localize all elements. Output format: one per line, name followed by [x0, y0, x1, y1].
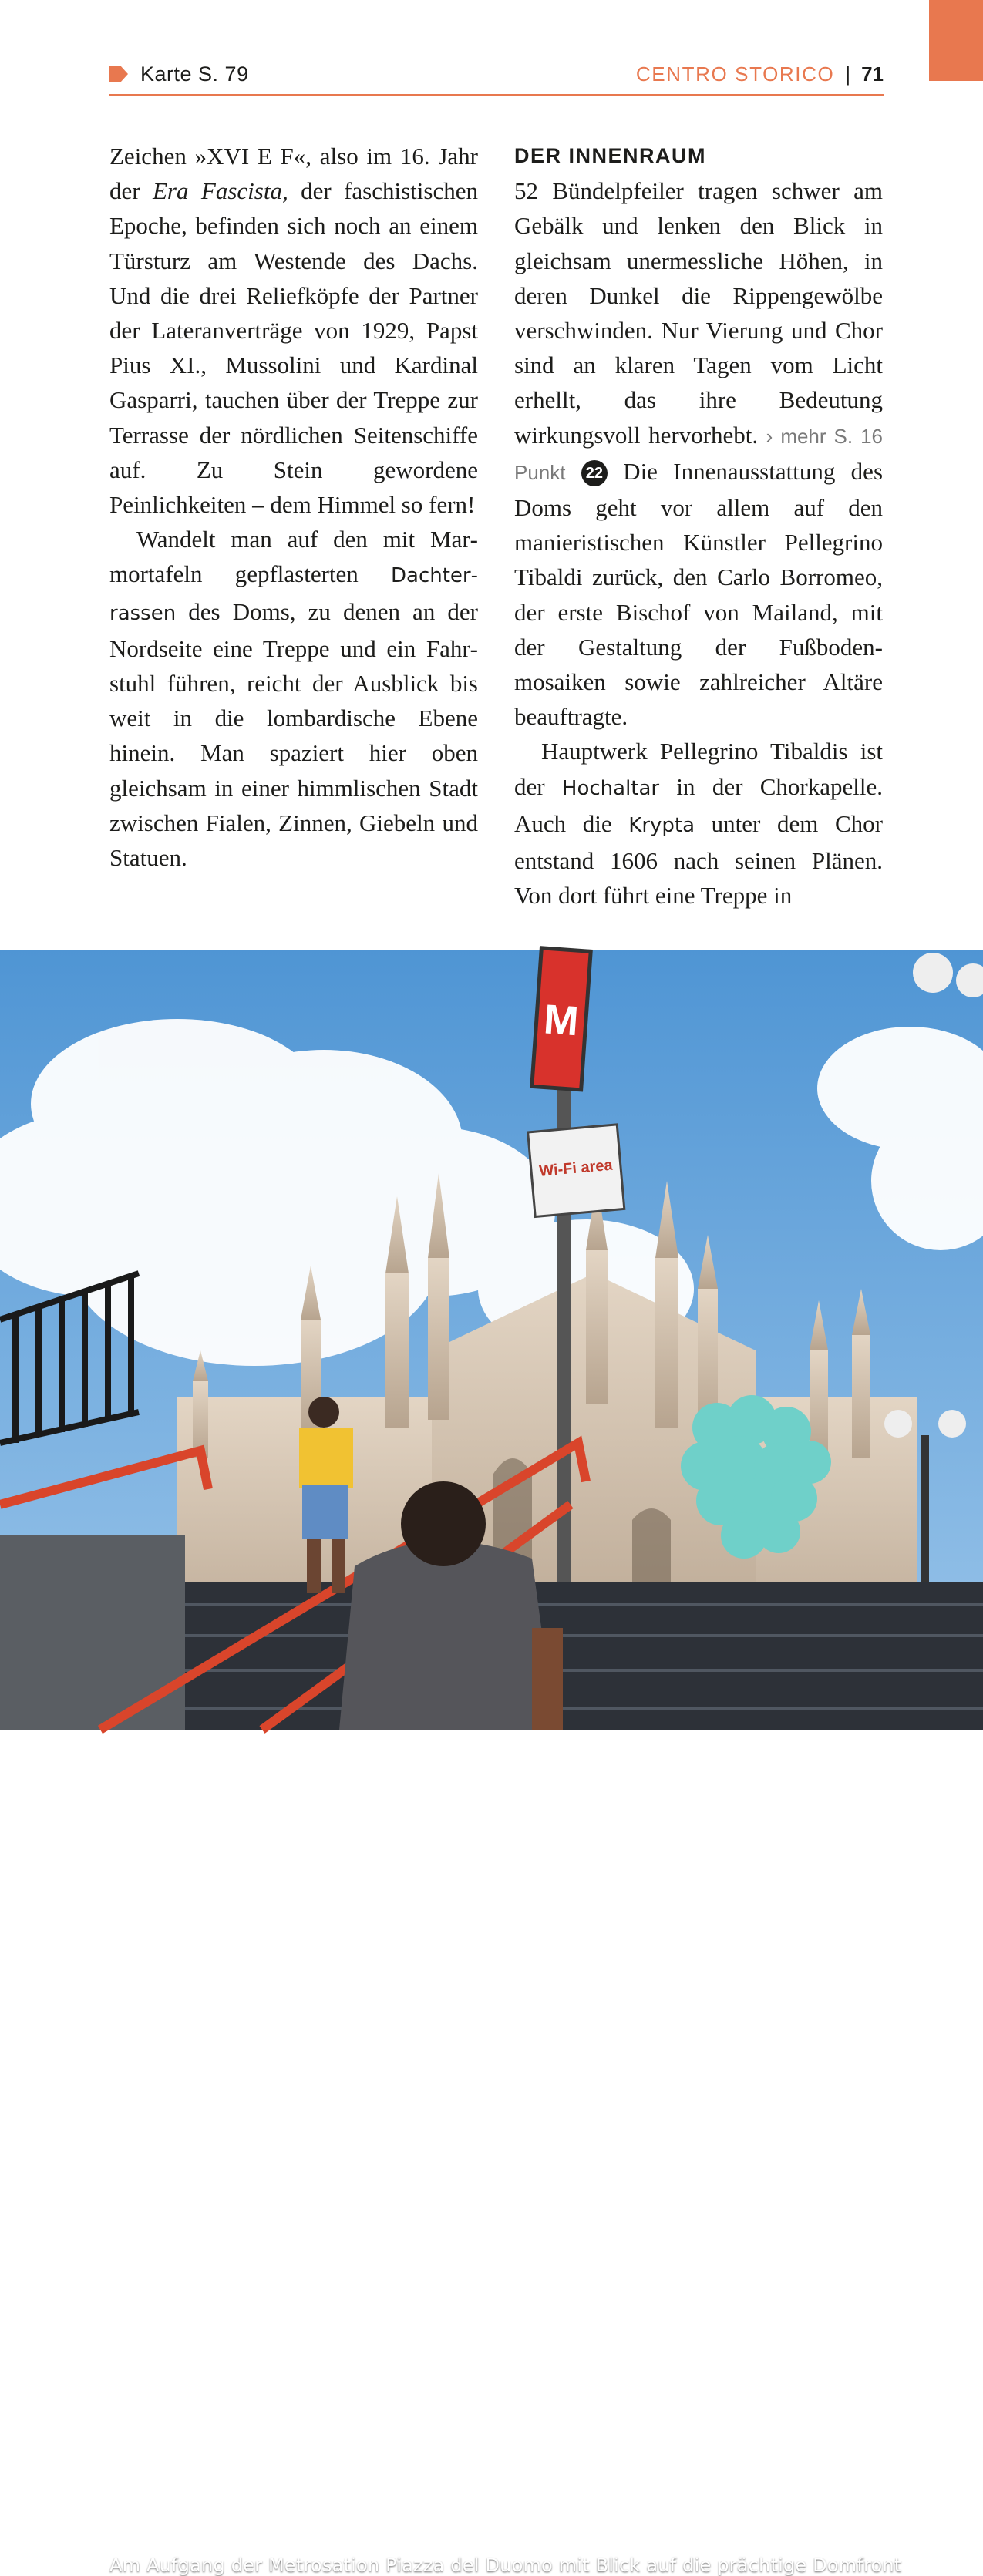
- duomo-photo: [0, 950, 983, 2576]
- wifi-sign-text: Wi-Fi area: [538, 1156, 614, 1180]
- photo-illustration: [0, 950, 983, 1730]
- metro-sign-text: M: [542, 996, 581, 1045]
- keyword-dachterrassen: Dachterrassen: [109, 564, 478, 625]
- keyword-krypta: Krypta: [628, 813, 695, 837]
- cross-reference-link[interactable]: › mehr S. 16 Punkt: [514, 424, 884, 484]
- right-column: [514, 139, 883, 913]
- paragraph: Wandelt man auf den mit Marmortafeln gepflasterten Dachterrassen des Doms, zu denen an der Nordseite eine Treppe und ein Fahrstuhl führen, reicht der Ausblick bis weit in die lombardische Ebene hinein. Man spaziert hier oben gleichsam in einer himmlischen Stadt zwischen Fialen, Zinnen, Giebeln und Statuen.: [109, 526, 478, 872]
- left-column: [109, 139, 478, 875]
- photo-caption: Am Aufgang der Metrosation Piazza del Duomo mit Blick auf die prächtige Domfront: [109, 2554, 902, 2576]
- page-header: [109, 60, 884, 96]
- map-link[interactable]: Karte S. 79: [140, 62, 249, 86]
- section-header: [636, 60, 884, 88]
- keyword-hochaltar: Hochaltar: [561, 776, 660, 800]
- map-arrow-icon: [109, 66, 128, 82]
- italic-term: Era Fascista,: [153, 177, 288, 205]
- page-number: 71: [861, 62, 884, 86]
- section-title: CENTRO STORICO: [635, 62, 835, 86]
- section-heading: DER INNENRAUM: [514, 144, 706, 167]
- wifi-sign: [528, 1125, 624, 1217]
- map-reference[interactable]: [109, 60, 249, 88]
- point-number-badge: 22: [581, 460, 608, 486]
- metro-sign: [532, 948, 591, 1090]
- paragraph: Hauptwerk Pellegrino Tibaldis ist der Hochaltar in der Chorkapelle. Auch die Krypta unter dem Chor entstand 1606 nach seinen Plänen. Von dort führt eine Treppe in: [514, 738, 883, 910]
- paragraph: 52 Bündelpfeiler tragen schwer am Gebälk und lenken den Blick in gleichsam unermessliche Höhen, in deren Dunkel die Rippengewölbe verschwinden. Nur Vierung und Chor sind an klaren Tagen vom Licht erhellt, das ihre Bedeutung wirkungsvoll hervorhebt. › mehr S. 16 Punkt 22 Die Innenausstattung des Doms geht vor allem auf den manieristischen Künstler Pellegrino Tibaldi zurück, den Carlo Borromeo, der erste Bischof von Mailand, mit der Gestaltung der Fußbodenmosaiken sowie zahlreicher Altäre beauftragte.: [514, 177, 884, 731]
- chapter-tab: [929, 0, 983, 81]
- paragraph: Zeichen »XVI E F«, also im 16. Jahr der Era Fascista, der faschistischen Epoche, befinden sich noch an einem Türsturz am Westende des Dachs. Und die drei Reliefköpfe der Partner der Lateranverträge von 1929, Papst Pius XI., Mussolini und Kardinal Gasparri, tauchen über der Treppe zur Terrasse der nördlichen Seitenschiffe auf. Zu Stein gewordene Peinlichkeiten – dem Himmel so fern!: [109, 143, 478, 519]
- header-separator: |: [845, 62, 851, 86]
